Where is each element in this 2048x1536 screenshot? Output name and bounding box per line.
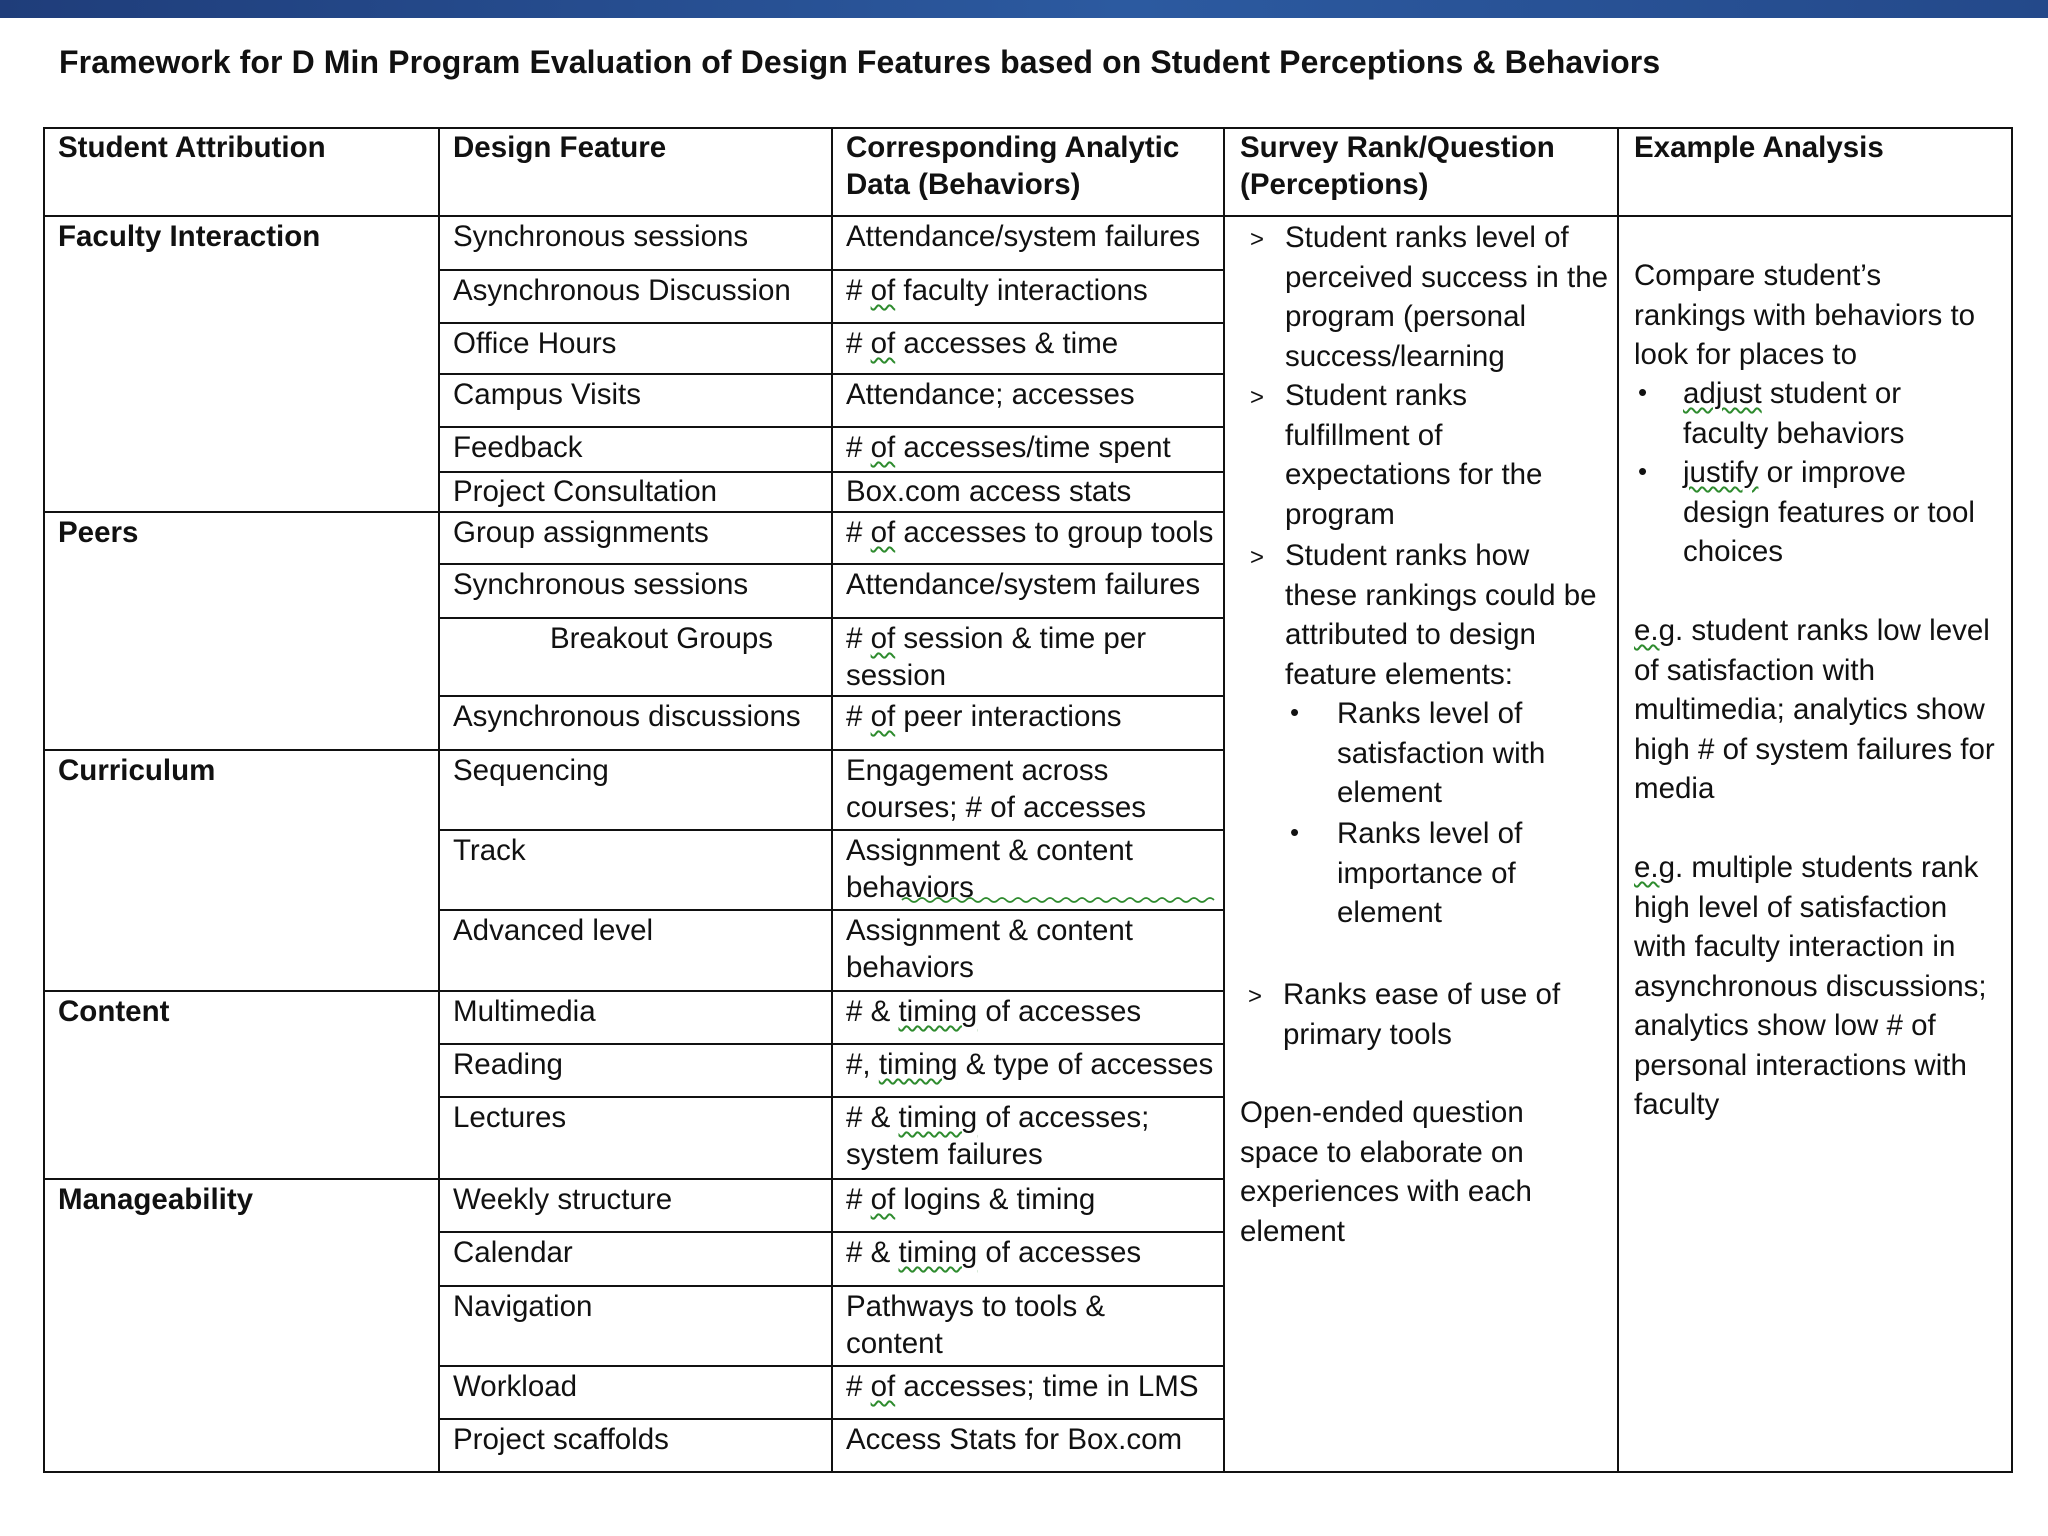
header-survey-line2: (Perceptions) bbox=[1240, 168, 1429, 201]
feature-project-scaffolds: Project scaffolds bbox=[453, 1423, 669, 1456]
analytic-advanced-line1: Assignment & content bbox=[846, 914, 1133, 947]
feature-breakout-groups: Breakout Groups bbox=[550, 622, 774, 655]
survey-marker-2: > bbox=[1250, 384, 1265, 411]
analytic-faculty-interactions: # of faculty interactions bbox=[846, 274, 1148, 307]
analytic-attendance-failures-peers: Attendance/system failures bbox=[846, 568, 1201, 601]
feature-track: Track bbox=[453, 834, 526, 867]
survey-item-ease-of-use: Ranks ease of use of primary tools bbox=[1283, 978, 1561, 1051]
feature-campus-visits: Campus Visits bbox=[453, 378, 641, 411]
survey-item-expectations: Student ranks fulfillment of expectations for the program bbox=[1285, 379, 1543, 531]
feature-asynchronous-discussions: Asynchronous discussions bbox=[453, 700, 801, 733]
header-student-attribution: Student Attribution bbox=[58, 131, 326, 164]
attribution-manageability: Manageability bbox=[58, 1183, 254, 1216]
page-title: Framework for D Min Program Evaluation of Design Features based on Student Perceptions & Behaviors bbox=[59, 44, 1661, 80]
survey-item-attribution: Student ranks how these rankings could be attributed to design feature elements: bbox=[1285, 539, 1597, 691]
analytic-accesses-time: # of accesses & time bbox=[846, 327, 1119, 360]
analytic-group-tools: # of accesses to group tools bbox=[846, 516, 1214, 549]
feature-calendar: Calendar bbox=[453, 1236, 573, 1269]
feature-multimedia: Multimedia bbox=[453, 995, 596, 1028]
analytic-session-time-line2: session bbox=[846, 659, 947, 692]
attribution-peers: Peers bbox=[58, 516, 139, 549]
example-eg-multimedia: e.g. student ranks low level of satisfaction with multimedia; analytics show high # of system failures for media bbox=[1634, 614, 1995, 805]
feature-feedback: Feedback bbox=[453, 431, 583, 464]
analytic-workload: # of accesses; time in LMS bbox=[846, 1370, 1199, 1403]
header-survey-line1: Survey Rank/Question bbox=[1240, 131, 1555, 164]
example-intro: Compare student’s rankings with behaviors to look for places to bbox=[1634, 259, 1976, 371]
attribution-curriculum: Curriculum bbox=[58, 754, 216, 787]
analytic-lectures-line2: system failures bbox=[846, 1138, 1043, 1171]
header-example-analysis: Example Analysis bbox=[1634, 131, 1884, 164]
example-bullet-justify: justify or improve design features or tool choices bbox=[1683, 456, 1975, 568]
feature-workload: Workload bbox=[453, 1370, 578, 1403]
example-eg-faculty-interaction: e.g. multiple students rank high level of satisfaction with faculty interaction in asynchronous discussions; analytics show low # of personal interactions with faculty bbox=[1634, 851, 1987, 1121]
feature-office-hours: Office Hours bbox=[453, 327, 617, 360]
feature-synchronous-sessions-peers: Synchronous sessions bbox=[453, 568, 749, 601]
feature-group-assignments: Group assignments bbox=[453, 516, 709, 549]
survey-bullet-2: • bbox=[1290, 817, 1300, 847]
analytic-track-line1: Assignment & content bbox=[846, 834, 1133, 867]
attribution-faculty-interaction: Faculty Interaction bbox=[58, 220, 321, 253]
analytic-attendance-failures: Attendance/system failures bbox=[846, 220, 1201, 253]
header-design-feature: Design Feature bbox=[453, 131, 667, 164]
feature-asynchronous-discussion: Asynchronous Discussion bbox=[453, 274, 791, 307]
analytic-pathways-line1: Pathways to tools & bbox=[846, 1290, 1106, 1323]
feature-advanced-level: Advanced level bbox=[453, 914, 654, 947]
analytic-reading-timing: #, timing & type of accesses bbox=[846, 1048, 1214, 1081]
survey-marker-4: > bbox=[1248, 983, 1263, 1010]
header-analytic-data-line1: Corresponding Analytic bbox=[846, 131, 1180, 164]
analytic-advanced-line2: behaviors bbox=[846, 951, 974, 984]
example-bullet-adjust: adjust student or faculty behaviors bbox=[1683, 377, 1905, 450]
feature-project-consultation: Project Consultation bbox=[453, 475, 718, 508]
analytic-engagement-line2: courses; # of accesses bbox=[846, 791, 1147, 824]
analytic-multimedia-timing: # & timing of accesses bbox=[846, 995, 1142, 1028]
analytic-peer-interactions: # of peer interactions bbox=[846, 700, 1122, 733]
analytic-track-line2: behaviors bbox=[846, 871, 974, 904]
survey-subitem-satisfaction: Ranks level of satisfaction with element bbox=[1337, 697, 1546, 809]
survey-subitem-importance: Ranks level of importance of element bbox=[1337, 817, 1523, 929]
analytic-accesses-time-spent: # of accesses/time spent bbox=[846, 431, 1171, 464]
analytic-engagement-line1: Engagement across bbox=[846, 754, 1109, 787]
example-bullet-2: • bbox=[1638, 456, 1648, 486]
feature-sequencing: Sequencing bbox=[453, 754, 609, 787]
analytic-box-access-stats: Box.com access stats bbox=[846, 475, 1132, 508]
analytic-pathways-line2: content bbox=[846, 1327, 943, 1360]
analytic-session-time: # of session & time per bbox=[846, 622, 1147, 655]
survey-marker-1: > bbox=[1250, 226, 1265, 253]
analytic-box-stats: Access Stats for Box.com bbox=[846, 1423, 1183, 1456]
survey-item-success: Student ranks level of perceived success in the program (personal success/learning bbox=[1285, 221, 1609, 373]
analytic-attendance-accesses: Attendance; accesses bbox=[846, 378, 1135, 411]
analytic-lectures-timing: # & timing of accesses; bbox=[846, 1101, 1150, 1134]
attribution-content: Content bbox=[58, 995, 170, 1028]
example-bullet-1: • bbox=[1638, 377, 1648, 407]
analytic-calendar-timing: # & timing of accesses bbox=[846, 1236, 1142, 1269]
survey-marker-3: > bbox=[1250, 544, 1265, 571]
feature-reading: Reading bbox=[453, 1048, 563, 1081]
survey-bullet-1: • bbox=[1290, 697, 1300, 727]
feature-lectures: Lectures bbox=[453, 1101, 567, 1134]
header-analytic-data-line2: Data (Behaviors) bbox=[846, 168, 1081, 201]
feature-synchronous-sessions: Synchronous sessions bbox=[453, 220, 749, 253]
survey-open-ended: Open-ended question space to elaborate on experiences with each element bbox=[1240, 1096, 1532, 1248]
analytic-logins-timing: # of logins & timing bbox=[846, 1183, 1096, 1216]
feature-weekly-structure: Weekly structure bbox=[453, 1183, 673, 1216]
feature-navigation: Navigation bbox=[453, 1290, 593, 1323]
